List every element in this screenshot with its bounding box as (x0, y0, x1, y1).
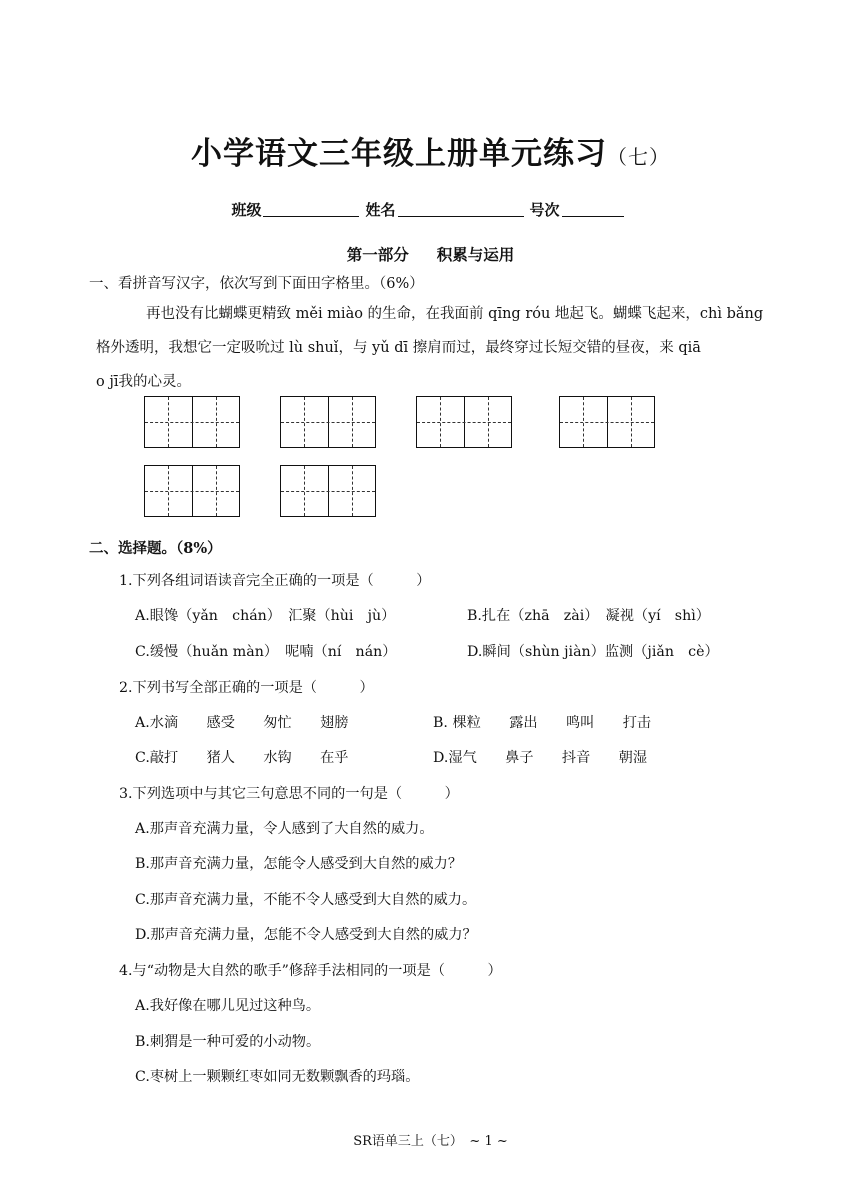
student-info-row (0, 199, 861, 220)
q1-line-2: 格外透明，我想它一定吸吮过 lù shuǐ，与 yǔ dī 擦肩而过，最终穿过长短交错的昼夜，来 qiā (96, 340, 701, 356)
writing-grid-6[interactable] (280, 465, 376, 517)
name-blank[interactable] (398, 202, 524, 217)
question-1-option-a[interactable]: A.眼馋（yǎn chán） 汇聚（hùi jù） (135, 608, 396, 624)
question-2-option-b[interactable]: B. 棵粒 露出 鸣叫 打击 (433, 715, 652, 731)
title-sub-text: （七） (607, 145, 670, 169)
question-3-option-d[interactable]: D.那声音充满力量，怎能不令人感受到大自然的威力？ (135, 927, 477, 943)
writing-grid-3[interactable] (416, 396, 512, 448)
writing-grid-2[interactable] (280, 396, 376, 448)
name-label: 姓名 (365, 201, 396, 219)
question-4-option-b[interactable]: B.刺猬是一种可爱的小动物。 (135, 1034, 321, 1050)
question-1-option-b[interactable]: B.扎在（zhā zài） 凝视（yí shì） (467, 608, 710, 624)
number-blank[interactable] (562, 202, 624, 217)
question-4-option-a[interactable]: A.我好像在哪儿见过这种鸟。 (135, 998, 321, 1014)
question-3-stem: 3.下列选项中与其它三句意思不同的一句是（ ） (119, 786, 459, 802)
page-title (0, 128, 861, 173)
part-label: 第一部分 (346, 245, 409, 264)
question-1-option-c[interactable]: C.缓慢（huǎn màn） 呢喃（ní nán） (135, 644, 397, 660)
question-1-stem: 1.下列各组词语读音完全正确的一项是（ ） (119, 573, 431, 589)
question-2-stem: 2.下列书写全部正确的一项是（ ） (119, 680, 374, 696)
part-name: 积累与运用 (436, 245, 515, 264)
question-3-option-b[interactable]: B.那声音充满力量，怎能令人感受到大自然的威力？ (135, 856, 463, 872)
q1-line-3: o jī我的心灵。 (96, 374, 191, 390)
q1-line-1: 再也没有比蝴蝶更精致 měi miào 的生命，在我面前 qīng róu 地起飞。蝴蝶飞起来，chì bǎng (146, 306, 764, 322)
question-2-option-d[interactable]: D.湿气 鼻子 抖音 朝湿 (433, 750, 648, 766)
question-3-option-a[interactable]: A.那声音充满力量，令人感到了大自然的威力。 (135, 821, 434, 837)
page-footer: SR语单三上（七） ~ 1 ~ (353, 1134, 508, 1149)
class-blank[interactable] (263, 202, 359, 217)
writing-grid-5[interactable] (144, 465, 240, 517)
q1-title: 一、看拼音写汉字，依次写到下面田字格里。（6%） (89, 276, 424, 292)
writing-grid-1[interactable] (144, 396, 240, 448)
question-4-option-c[interactable]: C.枣树上一颗颗红枣如同无数颗飘香的玛瑙。 (135, 1069, 420, 1085)
question-2-option-a[interactable]: A.水滴 感受 匆忙 翅膀 (135, 715, 349, 731)
class-label: 班级 (231, 201, 262, 219)
number-label: 号次 (529, 201, 560, 219)
question-2-option-c[interactable]: C.敲打 猪人 水钩 在乎 (135, 750, 349, 766)
writing-grid-4[interactable] (559, 396, 655, 448)
part-title (0, 243, 861, 265)
q2-title: 二、选择题。（8%） (89, 540, 222, 557)
question-3-option-c[interactable]: C.那声音充满力量，不能不令人感受到大自然的威力。 (135, 892, 477, 908)
question-1-option-d[interactable]: D.瞬间（shùn jiàn）监测（jiǎn cè） (467, 644, 719, 660)
question-4-stem: 4.与“动物是大自然的歌手”修辞手法相同的一项是（ ） (119, 963, 502, 979)
title-main-text: 小学语文三年级上册单元练习 (191, 136, 607, 172)
